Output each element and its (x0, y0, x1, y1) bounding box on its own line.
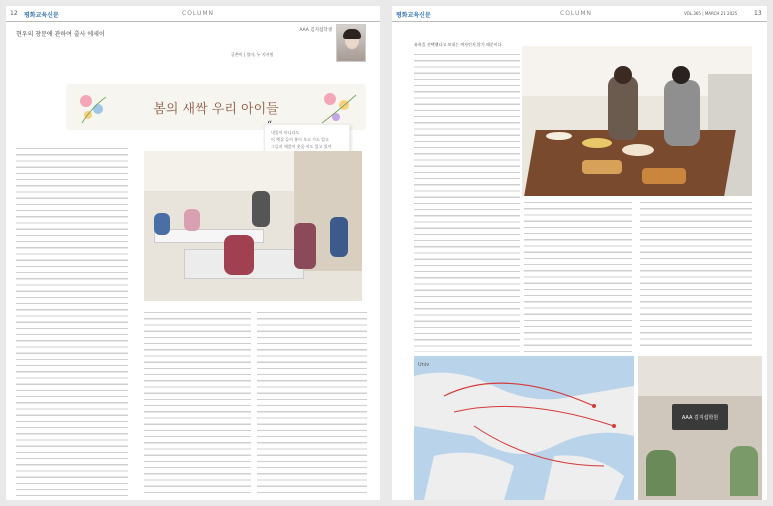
text-column-1 (16, 146, 128, 496)
map-svg (414, 356, 634, 500)
quote-line: 그들의 깨알이 웃음 이도 있고 있어 (271, 144, 332, 149)
page-number: 12 (10, 10, 18, 17)
body-text-lines (144, 310, 251, 496)
text-column-1 (414, 52, 520, 352)
classroom-photo (144, 151, 362, 301)
author-tag: AAA 김지섭학생 (299, 28, 332, 33)
page-number: 13 (754, 10, 762, 17)
byline: 글쓴이 | 엄마, 누 지서원 (231, 52, 274, 57)
map-caption: Univ (418, 362, 430, 368)
right-page (392, 6, 767, 500)
right-page-header (392, 6, 767, 22)
section-label: COLUMN (560, 10, 593, 17)
cooking-photo (522, 46, 752, 196)
masthead: 평화교육신문 (24, 12, 59, 19)
article-title: 봄의 새싹 우리 아이들 (153, 102, 279, 117)
lead-line: 유학을 선택했다고 보내는 여자인지 않기 때문이다. (414, 42, 503, 47)
text-column-2 (144, 310, 251, 496)
academy-logo: AAA 김지섭학원 (681, 415, 719, 421)
article-subtitle: 현우의 창문에 관하여 출사 에세이 (16, 31, 105, 38)
flower-illustration-right (316, 87, 360, 127)
section-label: COLUMN (182, 10, 215, 17)
author-photo (336, 24, 366, 62)
issue-info: VOL.365 | MARCH 21 2025 (684, 11, 738, 16)
academy-entrance-photo (638, 356, 762, 500)
quote-line: 내일이 아니라도 (271, 130, 300, 135)
text-column-3 (257, 310, 367, 496)
quote-mark: “ (267, 120, 273, 131)
body-text-lines (640, 200, 752, 348)
body-text-lines (257, 310, 367, 496)
body-text-lines (414, 52, 520, 352)
world-map-graphic (414, 356, 634, 500)
quote-line: 이 햇살 들어 봄이 오고 가도 있고 (271, 137, 329, 142)
body-text-lines (16, 146, 128, 496)
left-page (6, 6, 380, 500)
body-text-lines (524, 200, 632, 356)
text-column-2 (524, 200, 632, 356)
left-page-header (6, 6, 380, 22)
text-column-3 (640, 200, 752, 348)
masthead: 평화교육신문 (396, 12, 431, 19)
